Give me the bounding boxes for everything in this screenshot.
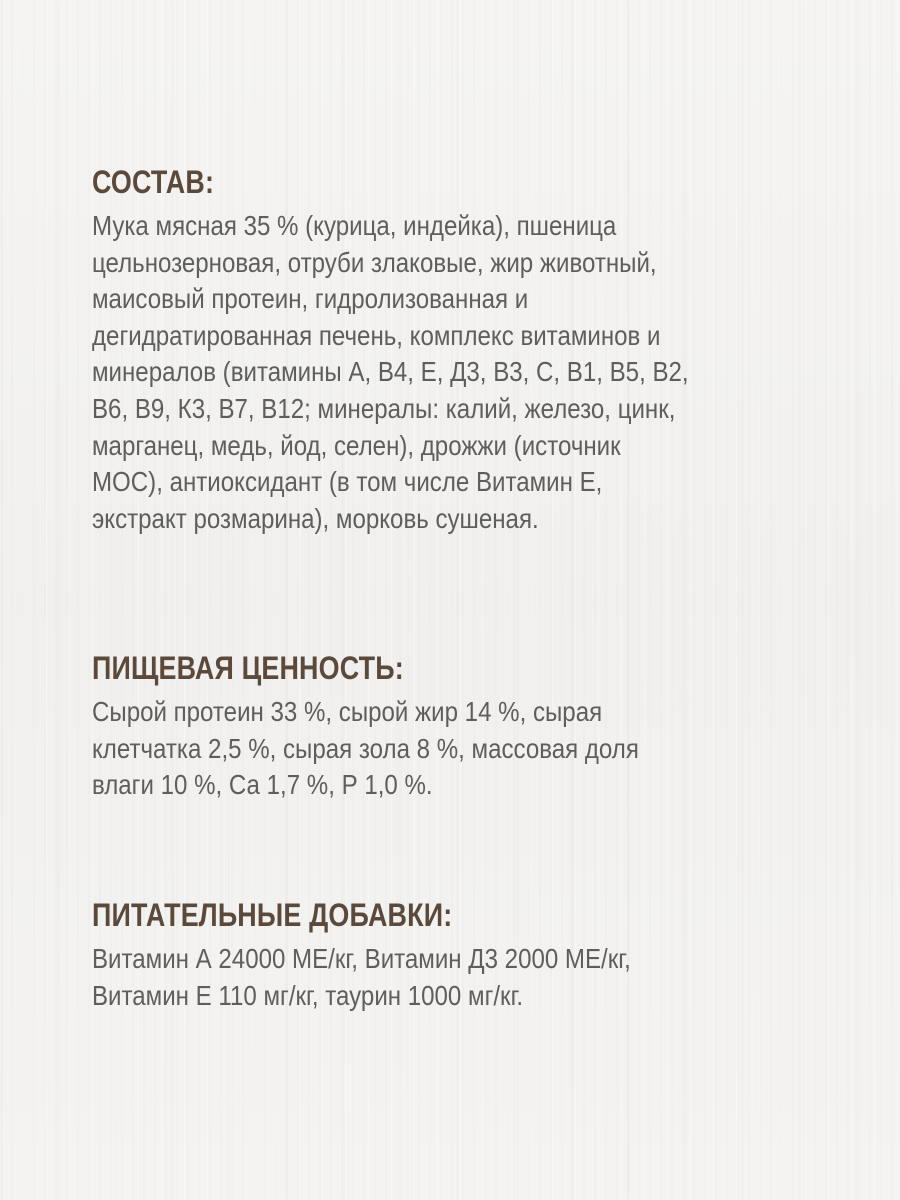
additives-line: Витамин А 24000 МЕ/кг, Витамин Д3 2000 МЕ/кг, bbox=[92, 943, 631, 974]
nutrition-line: клетчатка 2,5 %, сырая зола 8 %, массовая доля bbox=[92, 732, 639, 764]
nutrition-line: влаги 10 %, Са 1,7 %, Р 1,0 %. bbox=[92, 769, 433, 801]
composition-line: минералов (витамины А, В4, Е, Д3, В3, С, В1, В5, В2, bbox=[92, 356, 689, 388]
ingredients-page bbox=[92, 0, 852, 1200]
nutrition-section bbox=[92, 648, 852, 804]
composition-line: Мука мясная 35 % (курица, индейка), пшеница bbox=[92, 210, 617, 241]
composition-line: экстракт розмарина), морковь сушеная. bbox=[92, 502, 539, 534]
nutrition-text bbox=[92, 694, 852, 804]
additives-section bbox=[92, 895, 852, 1014]
composition-line: цельнозерновая, отруби злаковые, жир животный, bbox=[92, 246, 657, 278]
composition-text bbox=[92, 208, 852, 537]
additives-heading: ПИТАТЕЛЬНЫЕ ДОБАВКИ: bbox=[92, 897, 453, 933]
composition-heading: СОСТАВ: bbox=[92, 164, 215, 200]
composition-line: МОС), антиоксидант (в том числе Витамин Е, bbox=[92, 466, 603, 498]
composition-section bbox=[92, 162, 852, 537]
composition-line: В6, В9, К3, В7, В12; минералы: калий, железо, цинк, bbox=[92, 392, 676, 424]
composition-line: дегидратированная печень, комплекс витаминов и bbox=[92, 319, 661, 351]
composition-line: маисовый протеин, гидролизованная и bbox=[92, 283, 529, 315]
additives-line: Витамин Е 110 мг/кг, таурин 1000 мг/кг. bbox=[92, 979, 524, 1011]
nutrition-line: Сырой протеин 33 %, сырой жир 14 %, сырая bbox=[92, 696, 603, 727]
composition-line: марганец, медь, йод, селен), дрожжи (источник bbox=[92, 429, 621, 461]
nutrition-heading: ПИЩЕВАЯ ЦЕННОСТЬ: bbox=[92, 650, 404, 686]
additives-text bbox=[92, 941, 852, 1014]
